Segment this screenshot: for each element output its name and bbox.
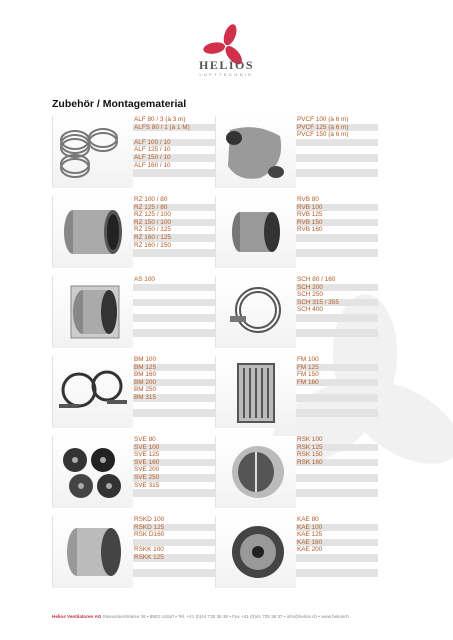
- product-code: SVE 160: [133, 459, 215, 467]
- product-code: FM 150: [297, 371, 319, 379]
- product-code: KAE 160: [296, 539, 378, 547]
- product-code: [133, 577, 215, 585]
- product-code: RSKD 125: [133, 524, 215, 532]
- product-code: RVB 125: [297, 211, 323, 219]
- product-code: [133, 131, 215, 139]
- product-code: FM 125: [296, 364, 378, 372]
- product-code: SVE 200: [134, 466, 160, 474]
- product-code: [296, 569, 378, 577]
- product-code: BM 315: [133, 394, 215, 402]
- product-code: SVE 125: [134, 451, 160, 459]
- product-code: [296, 314, 378, 322]
- product-code: SCH 250: [297, 291, 323, 299]
- footer: [52, 614, 349, 619]
- product-code: [296, 337, 378, 345]
- product-code: SVE 80: [134, 436, 156, 443]
- product-code: [133, 562, 215, 570]
- shut-off-valve-image: [52, 436, 133, 508]
- product-code-list: [296, 436, 378, 504]
- sleeve-image: [215, 196, 296, 268]
- product-code: PVCF 125 (à 6 m): [296, 124, 378, 132]
- product-code: [296, 386, 378, 394]
- product-code: [133, 249, 215, 257]
- product-code: RVB 160: [297, 226, 323, 234]
- product-code: [133, 337, 215, 345]
- product-code: [133, 539, 215, 547]
- product-code: [296, 417, 378, 425]
- product-code: [296, 162, 378, 170]
- product-code: SCH 80 / 160: [297, 276, 336, 283]
- product-code: [133, 489, 215, 497]
- product-code: [133, 314, 215, 322]
- product-code-list: [296, 356, 378, 424]
- product-code: RZ 150 / 125: [134, 226, 171, 234]
- product-code: SVE 315: [134, 481, 160, 489]
- backdraft-damper-image: [215, 436, 296, 508]
- product-code-list: [296, 116, 378, 184]
- product-code: [296, 177, 378, 185]
- product-code: RZ 160 / 150: [134, 241, 171, 249]
- product-code: [296, 146, 378, 154]
- product-code: AS 100: [134, 276, 155, 283]
- product-code: RSKK 125: [133, 554, 215, 562]
- product-code: [296, 249, 378, 257]
- product-code: RZ 160 / 125: [133, 234, 215, 242]
- product-code: [133, 322, 215, 330]
- product-code: RZ 100 / 80: [134, 196, 168, 203]
- wall-sleeve-image: [52, 276, 133, 348]
- product-code: [296, 234, 378, 242]
- product-code: ALFS 80 / 1 (à 1 M): [133, 124, 215, 132]
- product-code: [133, 402, 215, 410]
- product-code: RZ 150 / 100: [133, 219, 215, 227]
- product-code: KAE 125: [297, 531, 323, 539]
- product-code: [133, 257, 215, 265]
- product-code: [296, 329, 378, 337]
- product-code: [133, 299, 215, 307]
- product-code: [296, 489, 378, 497]
- product-code: [296, 562, 378, 570]
- product-code: SVE 250: [133, 474, 215, 482]
- product-code: SVE 100: [133, 444, 215, 452]
- mounting-clamp-image: [52, 356, 133, 428]
- product-code: [296, 402, 378, 410]
- product-code: [296, 554, 378, 562]
- product-code: [296, 409, 378, 417]
- product-code: BM 125: [133, 364, 215, 372]
- product-code: [133, 306, 215, 314]
- product-code: [296, 154, 378, 162]
- product-code: [296, 482, 378, 490]
- product-code: KAE 200: [297, 546, 323, 554]
- product-code: RVB 80: [297, 196, 319, 203]
- product-code: [296, 322, 378, 330]
- product-code: RVB 150: [296, 219, 378, 227]
- product-code: [296, 257, 378, 265]
- product-code: [296, 169, 378, 177]
- filter-image: [215, 356, 296, 428]
- product-code-list: [133, 356, 215, 424]
- product-code: [296, 577, 378, 585]
- product-code: RSK D160: [134, 531, 165, 539]
- product-code: RSK 150: [297, 451, 323, 459]
- product-code: [133, 409, 215, 417]
- product-code-list: [296, 516, 378, 584]
- product-code: SCH 315 / 355: [296, 299, 378, 307]
- product-code: KAE 100: [296, 524, 378, 532]
- page-title: Zubehör / Montagematerial: [52, 98, 187, 110]
- product-code: [296, 474, 378, 482]
- insulated-duct-image: [215, 116, 296, 188]
- product-code: FM 160: [296, 379, 378, 387]
- product-code-list: [133, 516, 215, 584]
- product-code-list: [133, 436, 215, 504]
- round-valve-image: [215, 516, 296, 588]
- product-code: RZ 125 / 80: [133, 204, 215, 212]
- pipe-connector-image: [52, 196, 133, 268]
- product-code: [133, 417, 215, 425]
- footer-company: Helios Ventilatoren AG: [52, 614, 102, 619]
- product-code: BM 160: [134, 371, 157, 379]
- brand-subtitle: LUFTTECHNIK: [199, 72, 254, 77]
- product-code-list: [133, 276, 215, 344]
- product-code: PVCF 150 (à 6 m): [297, 131, 349, 139]
- product-code: RSK 160: [296, 459, 378, 467]
- product-code: KAE 80: [297, 516, 319, 523]
- product-code: [133, 169, 215, 177]
- product-code: BM 200: [133, 379, 215, 387]
- clamp-band-image: [215, 276, 296, 348]
- product-code: [296, 497, 378, 505]
- product-code: BM 250: [134, 386, 157, 394]
- product-code: [133, 497, 215, 505]
- product-code: RSKD 100: [134, 516, 165, 523]
- product-code: BM 100: [134, 356, 157, 363]
- product-code: RVB 100: [296, 204, 378, 212]
- product-code: [133, 177, 215, 185]
- product-code: [296, 466, 378, 474]
- product-code: [296, 139, 378, 147]
- product-code: SCH 200: [296, 284, 378, 292]
- footer-details: Steinackerstrasse 36 • 8902 Urdorf • Tel. +41 (0)44 735 36 36 • Fax +41 (0)44 735 36 37 • info@helios.ch • www.heliosch: [102, 614, 349, 619]
- product-code-list: [296, 196, 378, 264]
- flex-duct-image: [52, 116, 133, 188]
- product-code: ALF 125 / 10: [134, 146, 171, 154]
- product-code: RSK 125: [296, 444, 378, 452]
- product-code: [296, 242, 378, 250]
- product-code: [296, 394, 378, 402]
- product-code: PVCF 100 (à 6 m): [297, 116, 349, 123]
- damper-flap-image: [52, 516, 133, 588]
- product-code: [133, 569, 215, 577]
- product-code-list: [296, 276, 378, 344]
- product-code: ALF 150 / 10: [133, 154, 215, 162]
- product-code-list: [133, 196, 215, 264]
- product-code: RZ 125 / 100: [134, 211, 171, 219]
- product-code: RSK 100: [297, 436, 323, 443]
- product-code: FM 100: [297, 356, 319, 363]
- product-code-list: [133, 116, 215, 184]
- product-code: [133, 291, 215, 299]
- product-code: [133, 329, 215, 337]
- product-code: [133, 284, 215, 292]
- product-code: RSKK 100: [134, 546, 164, 554]
- product-code: SCH 400: [297, 306, 323, 314]
- product-code: ALF 160 / 10: [134, 161, 171, 169]
- product-code: ALF 80 / 3 (à 3 m): [134, 116, 186, 123]
- brand-name: HELIOS: [198, 58, 255, 72]
- product-code: ALF 100 / 10: [133, 139, 215, 147]
